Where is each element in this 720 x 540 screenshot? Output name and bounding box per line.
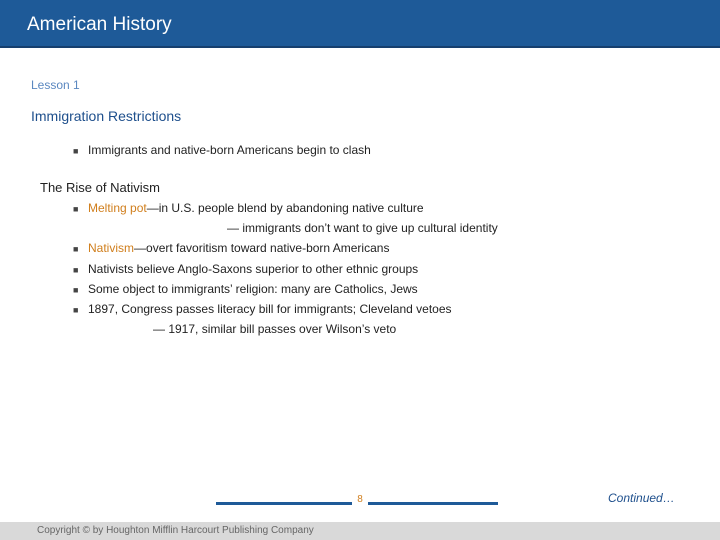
list-item-text: —overt favoritism toward native-born Americans <box>134 241 390 255</box>
bullet-marker: ■ <box>73 244 79 254</box>
list-item <box>73 302 452 316</box>
page-number: 8 <box>357 494 363 505</box>
section-title: The Rise of Nativism <box>40 180 160 195</box>
list-item <box>73 262 419 276</box>
list-item-continuation: — immigrants don’t want to give up cultural identity <box>227 221 498 235</box>
page-divider-left <box>216 502 352 505</box>
bullet-marker: ■ <box>73 305 79 315</box>
bullet-marker: ■ <box>73 204 79 214</box>
term-melting-pot: Melting pot <box>88 201 147 215</box>
list-item <box>73 241 390 255</box>
course-title: American History <box>27 14 172 35</box>
list-item-text: Some object to immigrants’ religion: many are Catholics, Jews <box>88 282 418 296</box>
list-item <box>73 201 424 215</box>
list-item-continuation: — 1917, similar bill passes over Wilson’s veto <box>153 322 397 336</box>
list-item-text: —in U.S. people blend by abandoning native culture <box>146 201 424 215</box>
header-bar <box>0 0 720 48</box>
list-item-text: 1897, Congress passes literacy bill for immigrants; Cleveland vetoes <box>88 302 452 316</box>
footer-bar <box>0 522 720 540</box>
intro-bullet <box>73 143 371 157</box>
page-divider-right <box>368 502 498 505</box>
bullet-marker: ■ <box>73 146 79 156</box>
bullet-marker: ■ <box>73 265 79 275</box>
lesson-label: Lesson 1 <box>31 78 80 92</box>
list-item <box>73 282 418 296</box>
list-item-text: Nativists believe Anglo-Saxons superior to other ethnic groups <box>88 262 419 276</box>
intro-bullet-text: Immigrants and native-born Americans begin to clash <box>88 143 371 157</box>
copyright-text: Copyright © by Houghton Mifflin Harcourt Publishing Company <box>37 525 314 536</box>
slide-subtitle: Immigration Restrictions <box>31 108 182 124</box>
bullet-marker: ■ <box>73 285 79 295</box>
term-nativism: Nativism <box>88 241 135 255</box>
continued-label: Continued… <box>608 491 675 505</box>
